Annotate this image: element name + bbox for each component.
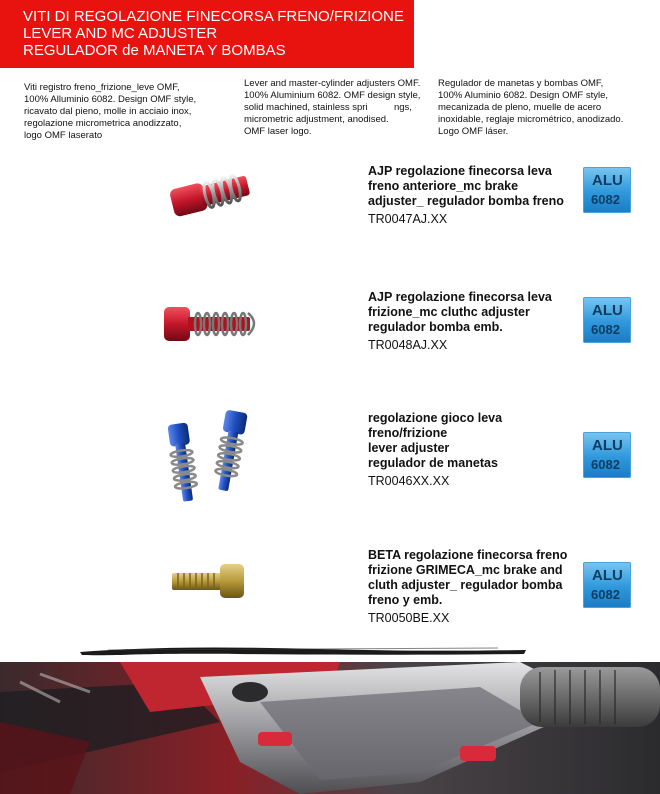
motorcycle-lever-photo xyxy=(0,662,660,794)
blue-lever-adjuster-icon xyxy=(160,407,255,509)
product-tr0050be xyxy=(0,545,660,655)
desc-line: Viti registro freno_frizione_leve OMF, xyxy=(24,82,180,93)
desc-line: 100% Alluminio 6082. Design OMF style, xyxy=(24,94,197,105)
red-clutch-adjuster-icon xyxy=(160,299,265,347)
desc-line: logo OMF laserato xyxy=(24,130,103,141)
description-english xyxy=(244,78,424,138)
product-name: regolazione gioco leva freno/frizione lever adjuster regulador de manetas xyxy=(368,411,503,470)
product-tr0048aj xyxy=(0,285,660,395)
desc-line: micrometric adjustment, anodised. xyxy=(244,114,389,125)
desc-line: 100% Aluminio 6082. Design OMF style, xyxy=(438,90,609,101)
desc-line: inoxidable, reglaje micrométrico, anodizado. xyxy=(438,114,624,125)
desc-line: ricavato dal pieno, molle in acciaio inox, xyxy=(24,106,192,117)
brush-stroke-divider xyxy=(78,643,528,659)
desc-line: Regulador de manetas y bombas OMF, xyxy=(438,78,604,89)
desc-line: Lever and master-cylinder adjusters OMF. xyxy=(244,78,421,89)
alu-6082-badge: ALU 6082 xyxy=(583,297,631,343)
desc-line: 100% Aluminium 6082. OMF design style, xyxy=(244,90,421,101)
description-spanish xyxy=(438,78,638,138)
desc-line: Logo OMF láser. xyxy=(438,126,509,137)
banner-title-en: LEVER AND MC ADJUSTER xyxy=(23,25,218,42)
desc-line: OMF laser logo. xyxy=(244,126,312,137)
desc-line: regolazione micrometrica anodizzato, xyxy=(24,118,182,129)
product-name: AJP regolazione finecorsa leva frizione_mc cluthc adjuster regulador bomba emb. xyxy=(368,290,552,334)
alu-6082-badge: ALU 6082 xyxy=(583,167,631,213)
product-code: TR0047AJ.XX xyxy=(368,212,448,226)
description-italian xyxy=(24,82,229,142)
header-banner xyxy=(0,0,414,68)
product-tr0047aj xyxy=(0,160,660,270)
product-name: AJP regolazione finecorsa leva freno anteriore_mc brake adjuster_ regulador bomba freno xyxy=(368,164,564,208)
desc-line: solid machined, stainless spri ngs, xyxy=(244,102,412,113)
desc-line: mecanizada de pleno, muelle de acero xyxy=(438,102,602,113)
alu-6082-badge: ALU 6082 xyxy=(583,432,631,478)
product-code: TR0048AJ.XX xyxy=(368,338,448,352)
banner-title-es: REGULADOR de MANETA Y BOMBAS xyxy=(23,42,286,59)
product-tr0046xx xyxy=(0,405,660,515)
product-code: TR0046XX.XX xyxy=(368,474,450,488)
product-name: BETA regolazione finecorsa freno frizione GRIMECA_mc brake and cluth adjuster_ regulador bomba freno y emb. xyxy=(368,548,568,607)
product-code: TR0050BE.XX xyxy=(368,611,450,625)
red-adjuster-screw-icon xyxy=(165,168,260,220)
gold-adjuster-screw-icon xyxy=(168,561,250,601)
alu-6082-badge: ALU 6082 xyxy=(583,562,631,608)
banner-title-it: VITI DI REGOLAZIONE FINECORSA FRENO/FRIZIONE xyxy=(23,8,404,25)
